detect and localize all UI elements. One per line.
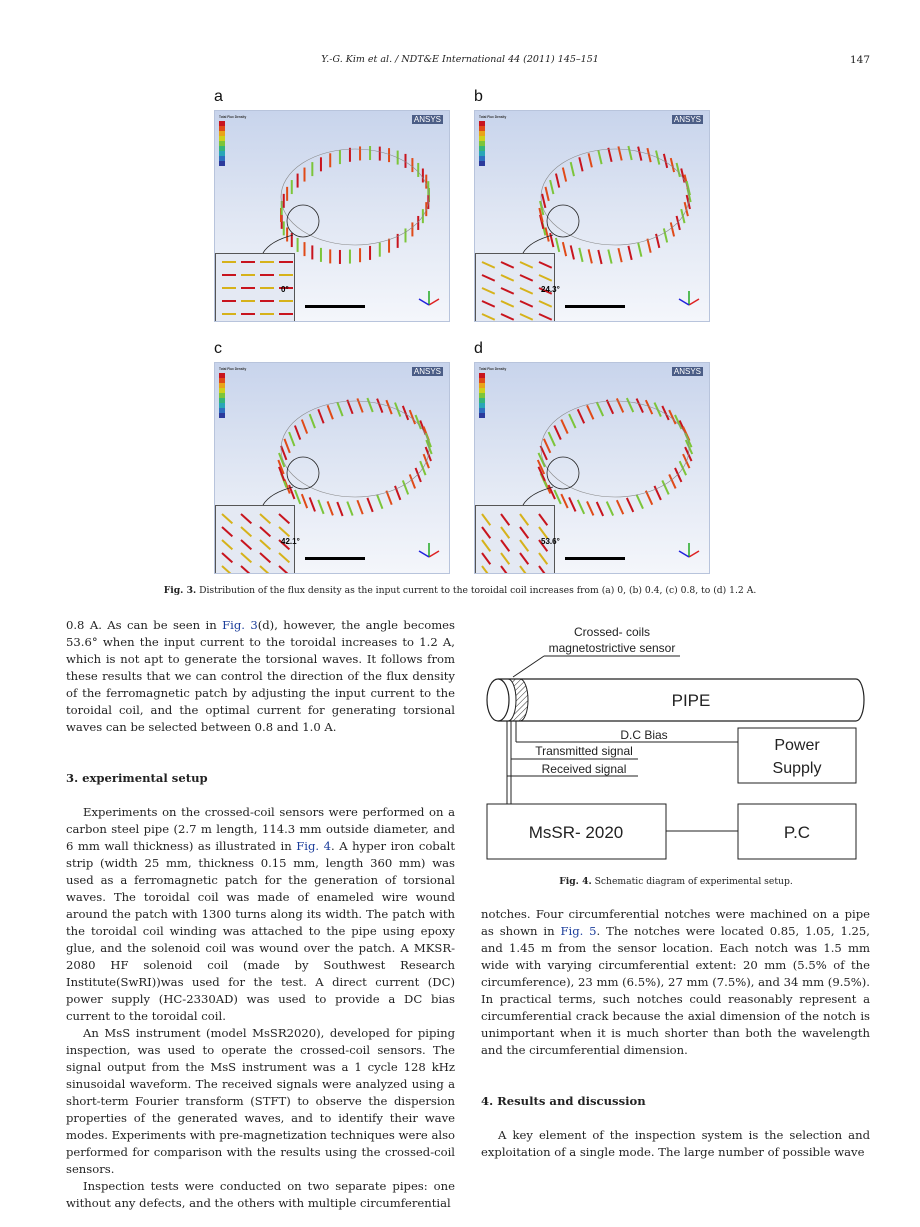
flux-arrow xyxy=(607,400,613,414)
section-3-heading: 3. experimental setup xyxy=(66,771,208,785)
inset-arrow xyxy=(222,553,232,562)
tilt-angle-label: 53.6° xyxy=(541,537,560,546)
scale-bar xyxy=(565,305,625,308)
flux-arrow xyxy=(618,146,621,160)
leader-line xyxy=(513,656,544,677)
inset-arrow xyxy=(482,301,495,307)
flux-arrow xyxy=(367,398,372,412)
flux-arrow xyxy=(328,405,333,419)
tilt-angle-label: 24.3° xyxy=(541,285,560,294)
fig4-link[interactable]: Fig. 4 xyxy=(296,839,332,853)
flux-arrow xyxy=(284,439,289,453)
flux-arrow xyxy=(647,148,650,162)
flux-arrow xyxy=(677,163,680,177)
power-supply-label-2: Supply xyxy=(772,760,822,777)
flux-arrow xyxy=(563,242,566,256)
flux-arrow xyxy=(579,157,582,171)
panel-label: d xyxy=(474,340,483,357)
inset-arrow xyxy=(520,514,528,525)
inset-arrow xyxy=(482,275,495,281)
flux-arrow xyxy=(637,399,643,413)
inset-arrow xyxy=(520,288,533,294)
flux-arrow xyxy=(545,187,548,201)
inset-arrow xyxy=(539,301,552,307)
inset-arrow xyxy=(482,540,490,551)
flux-arrow xyxy=(587,501,593,515)
received-label: Received signal xyxy=(541,762,627,776)
inset-arrow xyxy=(520,301,533,307)
inset-arrow xyxy=(539,566,547,574)
inset-arrow xyxy=(482,514,490,525)
ansys-logo: ANSYS xyxy=(673,115,701,124)
inset-arrow xyxy=(279,514,289,523)
mssr-label: MsSR- 2020 xyxy=(528,823,624,842)
flux-arrow xyxy=(377,399,382,413)
zoom-circle xyxy=(287,205,319,237)
legend-title: Total Flux Density xyxy=(479,367,507,371)
flux-arrow xyxy=(302,420,307,434)
axis-triad xyxy=(689,551,699,557)
scale-bar xyxy=(565,557,625,560)
flux-arrow xyxy=(669,474,675,488)
inset-arrow xyxy=(279,566,289,574)
flux-arrow xyxy=(310,414,315,428)
flux-arrow xyxy=(587,405,593,419)
inset-arrow xyxy=(539,262,552,268)
paragraph xyxy=(66,617,455,736)
inset-arrow xyxy=(241,566,251,574)
inset-arrow xyxy=(501,314,514,320)
inset-arrow xyxy=(501,288,514,294)
pc-label: P.C xyxy=(783,823,811,842)
transmitted-label: Transmitted signal xyxy=(535,744,633,758)
text-run: notches. Four circumferential notches were machined on a pipe as shown in xyxy=(481,907,870,938)
right-column xyxy=(481,906,870,1161)
flux-arrow xyxy=(347,502,352,516)
fig5-link[interactable]: Fig. 5 xyxy=(560,924,597,938)
flux-arrow xyxy=(671,158,674,172)
flux-arrow xyxy=(685,202,688,216)
inset-arrow xyxy=(520,566,528,574)
zoom-arrow xyxy=(263,235,293,253)
zoom-circle xyxy=(287,457,319,489)
flux-arrow xyxy=(410,474,415,488)
flux-arrow xyxy=(664,228,667,242)
figure-3-caption xyxy=(0,585,920,596)
flux-arrow xyxy=(550,180,553,194)
flux-arrow xyxy=(554,426,560,440)
flux-arrow xyxy=(318,500,323,514)
inset-arrow xyxy=(482,566,490,574)
ansys-logo: ANSYS xyxy=(413,115,441,124)
paragraph xyxy=(66,804,455,1025)
figure-3-caption-label: Fig. 3. xyxy=(163,585,197,596)
flux-arrow xyxy=(337,402,342,416)
inset-arrow xyxy=(222,527,232,536)
inset-arrow xyxy=(241,553,251,562)
ansys-logo: ANSYS xyxy=(673,367,701,376)
zoom-circle xyxy=(547,205,579,237)
flux-arrow xyxy=(627,498,633,512)
inset-arrow xyxy=(279,527,289,536)
flux-arrow xyxy=(638,147,641,161)
flux-arrow xyxy=(328,501,333,515)
flux-arrow xyxy=(578,500,584,514)
scale-bar xyxy=(305,305,365,308)
text-run: Experiments on the crossed-coil sensors were performed on a carbon steel pipe (2.7 m length, 114.3 mm outside diameter, and 6 mm wall thickness) as illustrated in xyxy=(66,805,455,853)
sensor-label-2: magnetostrictive sensor xyxy=(548,641,676,655)
flux-arrow xyxy=(579,248,582,262)
ring-outline xyxy=(281,149,429,245)
inset-arrow xyxy=(260,514,270,523)
flux-arrow xyxy=(544,439,550,453)
inset-arrow xyxy=(539,275,552,281)
inset-arrow xyxy=(222,540,232,549)
inset-arrow xyxy=(501,514,509,525)
scale-bar xyxy=(305,557,365,560)
flux-arrow xyxy=(569,414,575,428)
axis-triad xyxy=(689,299,699,305)
inset-arrow xyxy=(501,566,509,574)
text-run: . The notches were located 0.85, 1.05, 1.25, and 1.45 m from the sensor location. Each notch was 1.5 mm wide with varying circumferential extent: 20 mm (5.5% of the circumference), 23 mm (6.5%), 27 mm (7.5%), and 34 mm (9.5%). In practical terms, such notches could reasonably represent a circumferential crack because the axial dimension of the notch is unimportant when it is much shorter than both the wavelength and the circumferential dimension. xyxy=(481,924,870,1057)
inset-arrow xyxy=(520,553,528,564)
inset-arrow xyxy=(260,527,270,536)
tilt-angle-label: 42.1° xyxy=(281,537,300,546)
inset-arrow xyxy=(539,314,552,320)
flux-arrow xyxy=(561,494,567,508)
flux-arrow xyxy=(589,153,592,167)
flux-arrow xyxy=(367,498,372,512)
flux-arrow xyxy=(628,146,631,160)
axis-triad xyxy=(419,299,429,305)
flux-arrow xyxy=(598,150,601,164)
inset-arrow xyxy=(501,301,514,307)
flux-arrow xyxy=(416,468,421,482)
flux-arrow xyxy=(637,495,643,509)
flux-arrow xyxy=(608,250,611,264)
inset-arrow xyxy=(241,540,251,549)
tilt-angle-label: 0° xyxy=(281,285,289,294)
legend-title: Total Flux Density xyxy=(219,367,247,371)
flux-arrow xyxy=(556,238,559,252)
inset-arrow xyxy=(501,275,514,281)
simulation-view xyxy=(474,110,710,322)
inset-arrow xyxy=(539,553,547,564)
paragraph: An MsS instrument (model MsSR2020), developed for piping inspection, was used to operate the crossed-coil sensors. The signal output from the MsS instrument was a 1 cycle 128 kHz sinusoidal waveform. The received signals were analyzed using a short-term Fourier transform (STFT) to observe the dispersion properties of the generated waves, and to identify their wave modes. Experiments with pre-magnetization techniques were also performed for comparison with the results using the crossed-coil sensors. xyxy=(66,1026,455,1176)
inset-arrow xyxy=(260,553,270,562)
flux-arrow xyxy=(628,246,631,260)
flux-arrow xyxy=(318,409,323,423)
figure-3-caption-text: Distribution of the flux density as the input current to the toroidal coil increases from (a) 0, (b) 0.4, (c) 0.8, to (d) 1.2 A. xyxy=(199,585,757,596)
page-number: 147 xyxy=(849,54,870,66)
inset-arrow xyxy=(501,553,509,564)
flux-arrow xyxy=(607,502,613,516)
inset-arrow xyxy=(482,288,495,294)
inset-arrow xyxy=(501,527,509,538)
flux-arrow xyxy=(556,174,559,188)
inset-arrow xyxy=(260,540,270,549)
inset-arrow xyxy=(241,514,251,523)
flux-arrow xyxy=(295,490,300,504)
journal-citation: Y.-G. Kim et al. / NDT&E International 44 (2011) 145–151 xyxy=(321,54,599,65)
inset-arrow xyxy=(482,262,495,268)
text-run: 0.8 A. As can be seen in xyxy=(66,618,223,632)
left-column xyxy=(66,617,455,1212)
paragraph: Inspection tests were conducted on two separate pipes: one without any defects, and the others with multiple circumferential xyxy=(66,1179,455,1210)
flux-arrow xyxy=(617,398,623,412)
inset-arrow xyxy=(539,514,547,525)
inset-arrow xyxy=(222,514,232,523)
axis-triad xyxy=(429,299,439,305)
flux-arrow xyxy=(554,490,560,504)
inset-arrow xyxy=(482,314,495,320)
flux-arrow xyxy=(310,497,315,511)
flux-arrow xyxy=(617,500,623,514)
legend-title: Total Flux Density xyxy=(479,115,507,119)
inset-arrow xyxy=(279,553,289,562)
panel-label: b xyxy=(474,88,483,105)
flux-arrow xyxy=(569,497,575,511)
text-run: (d), however, the angle becomes 53.6° when the input current to the toroidal increases to 1.2 A, which is not apt to generate the torsional waves. It follows from these results that we can control the direction of the flux density of the ferromagnetic patch by adjusting the input current to the toroidal coil, and the optimal current for generating torsional waves can be selected between 0.8 and 1.0 A. xyxy=(66,618,455,734)
panel-label: a xyxy=(214,88,223,105)
inset-arrow xyxy=(520,540,528,551)
flux-arrow xyxy=(357,500,362,514)
figure-4-schematic xyxy=(480,618,872,876)
flux-arrow xyxy=(675,468,681,482)
flux-arrow xyxy=(618,248,621,262)
axis-triad xyxy=(419,551,429,557)
flux-arrow xyxy=(302,494,307,508)
flux-arrow xyxy=(597,402,603,416)
inset-arrow xyxy=(501,262,514,268)
ansys-logo: ANSYS xyxy=(413,367,441,376)
dc-bias-label: D.C Bias xyxy=(620,728,668,742)
pipe-label: PIPE xyxy=(671,691,711,710)
pipe-end xyxy=(487,679,509,721)
flux-arrow xyxy=(608,148,611,162)
flux-arrow xyxy=(571,162,574,176)
flux-arrow xyxy=(347,400,352,414)
flux-arrow xyxy=(337,502,342,516)
figure-4-caption xyxy=(480,876,872,887)
fig3-link[interactable]: Fig. 3 xyxy=(222,618,258,632)
figure-4-caption-label: Fig. 4. xyxy=(559,876,592,887)
flux-arrow xyxy=(589,249,592,263)
power-supply-label-1: Power xyxy=(774,737,820,754)
flux-arrow xyxy=(549,432,555,446)
flux-arrow xyxy=(357,398,362,412)
inset-arrow xyxy=(241,527,251,536)
flux-arrow xyxy=(289,432,294,446)
inset-arrow xyxy=(520,262,533,268)
sensor-label-1: Crossed- coils xyxy=(573,625,651,639)
flux-arrow xyxy=(386,491,391,505)
inset-arrow xyxy=(260,566,270,574)
axis-triad xyxy=(679,551,689,557)
legend-title: Total Flux Density xyxy=(219,115,247,119)
inset-arrow xyxy=(520,527,528,538)
flux-arrow xyxy=(578,409,584,423)
running-header xyxy=(0,54,920,65)
simulation-view xyxy=(474,362,710,574)
flux-arrow xyxy=(377,495,382,509)
flux-arrow xyxy=(571,245,574,259)
inset-arrow xyxy=(520,275,533,281)
inset-arrow xyxy=(482,553,490,564)
flux-arrow xyxy=(597,502,603,516)
section-4-heading: 4. Results and discussion xyxy=(481,1094,646,1108)
flux-arrow xyxy=(627,398,633,412)
axis-triad xyxy=(429,551,439,557)
axis-triad xyxy=(679,299,689,305)
figure-4-caption-text: Schematic diagram of experimental setup. xyxy=(594,876,793,887)
flux-arrow xyxy=(563,168,566,182)
zoom-circle xyxy=(547,457,579,489)
flux-arrow xyxy=(647,239,650,253)
simulation-view xyxy=(214,110,450,322)
inset-arrow xyxy=(482,527,490,538)
panel-label: c xyxy=(214,340,222,357)
simulation-view xyxy=(214,362,450,574)
paragraph xyxy=(481,906,870,1059)
flux-arrow xyxy=(295,426,300,440)
flux-arrow xyxy=(561,420,567,434)
flux-arrow xyxy=(598,250,601,264)
inset-arrow xyxy=(222,566,232,574)
inset-arrow xyxy=(520,314,533,320)
text-run: . A hyper iron cobalt strip (width 25 mm, thickness 0.15 mm, length 360 mm) was used as a ferromagnetic patch for the generation of torsional waves. The toroidal coil was made of enameled wire wound around the patch with 1300 turns along its width. The patch with the toroidal coil winding was attached to the pipe using epoxy glue, and the solenoid coil was wound over the patch. A MKSR-2080 HF solenoid coil (made by Southwest Research Institute(SwRI))was used for the test. A direct current (DC) power supply (HC-2330AD) was used to provide a DC bias current to the toroidal coil. xyxy=(66,839,455,1023)
inset-arrow xyxy=(501,540,509,551)
flux-arrow xyxy=(671,222,674,236)
flux-arrow xyxy=(542,194,545,208)
paragraph: A key element of the inspection system is the selection and exploitation of a single mode. The large number of possible wave xyxy=(481,1128,870,1159)
flux-arrow xyxy=(638,243,641,257)
